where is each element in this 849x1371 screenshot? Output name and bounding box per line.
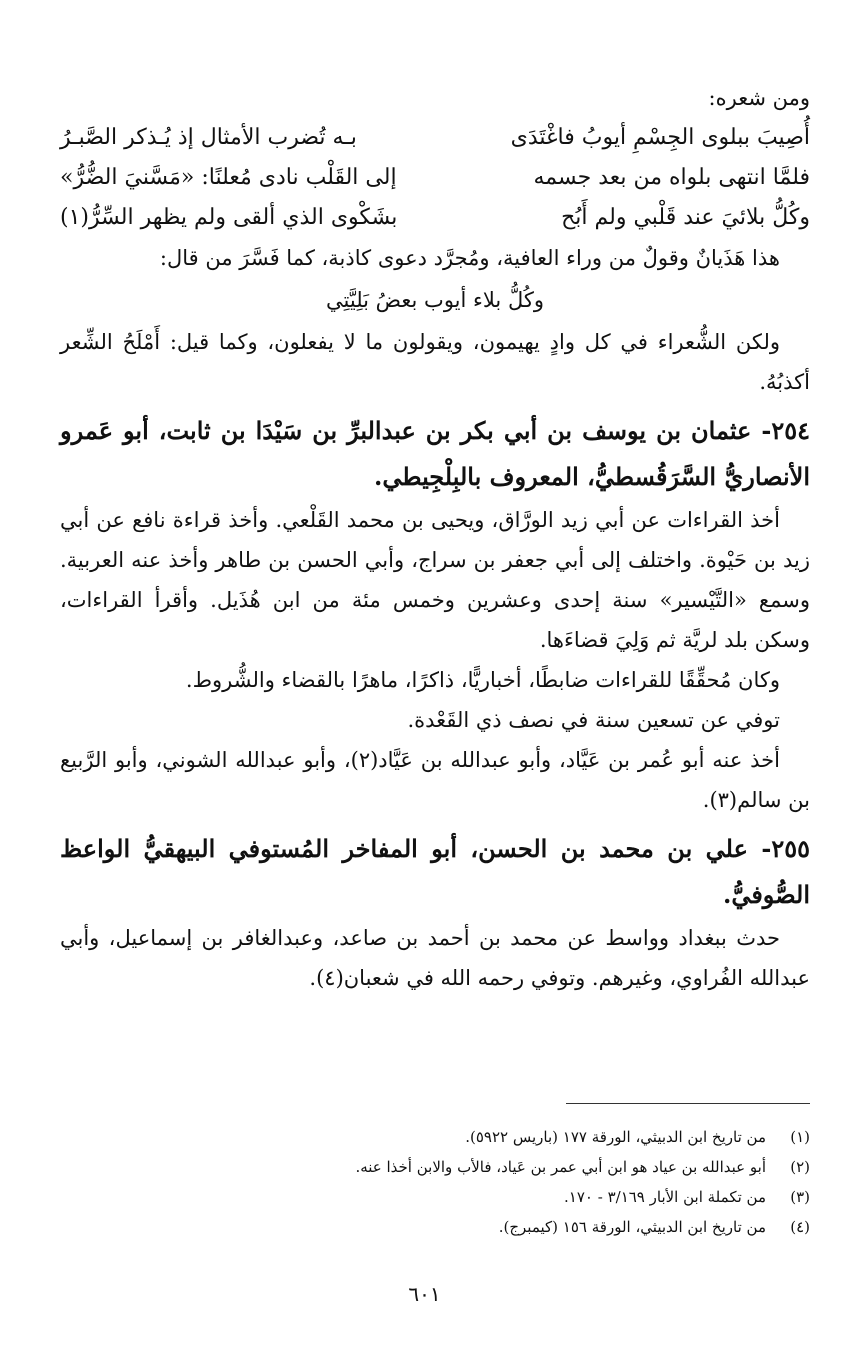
footnote-number: (٣) (790, 1188, 810, 1206)
footnote-item (60, 1212, 810, 1242)
verse-1-second-hemistich: بـه تُضرب الأمثال إذ يُـذكر الصَّبـرُ (60, 125, 357, 150)
footnote-item (60, 1152, 810, 1182)
footnote-number: (١) (790, 1128, 810, 1146)
entry-254-heading: ٢٥٤- عثمان بن يوسف بن أبي بكر بن عبدالبرِّ بن سَيْدَا بن ثابت، أبو عَمرو الأنصاريُّ السَّرَقُسطيُّ، المعروف بالبِلْجِيطي. (60, 416, 810, 491)
footnote-item (60, 1122, 810, 1152)
verse-line-1 (60, 118, 810, 158)
page-body (60, 80, 810, 998)
poets-paragraph: ولكن الشُّعراء في كل وادٍ يهيمون، ويقولون ما لا يفعلون، وكما قيل: أَمْلَحُ الشِّعر أكذبُهُ. (60, 330, 810, 394)
footnote-text: من تاريخ ابن الدبيثي، الورقة ١٥٦ (كيمبرج). (498, 1218, 766, 1236)
footnote-divider (566, 1103, 810, 1104)
entry-255-heading: ٢٥٥- علي بن محمد بن الحسن، أبو المفاخر المُستوفي البيهقيُّ الواعظ الصُّوفيُّ. (60, 834, 810, 909)
entry-254-students: أخذ عنه أبو عُمر بن عَيَّاد، وأبو عبدالله بن عَيَّاد(٢)، وأبو عبدالله الشوني، وأبو الرَّبيع بن سالم(٣). (60, 748, 810, 812)
verse-line-2 (60, 158, 810, 198)
commentary-paragraph: هذا هَذَيانٌ وقولٌ من وراء العافية، ومُجرَّد دعوى كاذبة، كما فَسَّرَ من قال: (159, 246, 780, 270)
verse-3-first-hemistich: وكُلُّ بلائيَ عند قَلْبي ولم أَبُح (561, 205, 810, 230)
entry-254-qualities: وكان مُحقِّقًا للقراءات ضابطًا، أخباريًّا، ذاكرًا، ماهرًا بالقضاء والشُّروط. (185, 668, 780, 692)
verse-1-first-hemistich: أُصِيبَ ببلوى الجِسْمِ أيوبُ فاغْتَدَى (510, 125, 810, 150)
entry-255-narration: حدث ببغداد وواسط عن محمد بن أحمد بن صاعد، وعبدالغافر بن إسماعيل، وأبي عبدالله الفُراوي، وغيرهم. وتوفي رحمه الله في شعبان(٤). (60, 926, 810, 990)
page-number: ٦٠١ (408, 1282, 441, 1306)
verse-3-second-hemistich: بشَكْوى الذي ألقى ولم يظهر السِّرُّ(١) (60, 205, 398, 230)
entry-254-readings: أخذ القراءات عن أبي زيد الورَّاق، ويحيى بن محمد القَلْعي. وأخذ قراءة نافع عن أبي زيد بن حَيْوة. واختلف إلى أبي جعفر بن سراج، وأبي الحسن بن طاهر وأخذ عنه العربية. وسمع «التَّيْسير» سنة إحدى وعشرين وخمس مئة من ابن هُذَيل. وأقرأ القراءات، وسكن بلد لريَّة ثم وَلِيَ قضاءَها. (60, 508, 810, 652)
poem-intro: ومن شعره: (708, 86, 810, 110)
footnote-text: من تاريخ ابن الدبيثي، الورقة ١٧٧ (باريس ٥٩٢٢). (465, 1128, 766, 1146)
footnote-text: من تكملة ابن الأبار ٣/١٦٩ - ١٧٠. (564, 1188, 766, 1206)
verse-2-first-hemistich: فلمَّا انتهى بلواه من بعد جسمه (533, 165, 810, 190)
entry-254-death: توفي عن تسعين سنة في نصف ذي القَعْدة. (407, 708, 780, 732)
footnote-text: أبو عبدالله بن عياد هو ابن أبي عمر بن عَياد، فالأب والابن أخذا عنه. (355, 1158, 766, 1176)
footnote-item (60, 1182, 810, 1212)
quoted-verse: وكُلُّ بلاء أيوب بعضُ بَلِيَّتِي (326, 288, 544, 312)
footnotes (60, 1122, 810, 1242)
verse-line-3 (60, 198, 810, 238)
verse-2-second-hemistich: إلى القَلْب نادى مُعلنًا: «مَسَّنيَ الضُّرُّ» (60, 165, 397, 190)
footnote-number: (٢) (790, 1158, 810, 1176)
footnote-number: (٤) (790, 1218, 810, 1236)
